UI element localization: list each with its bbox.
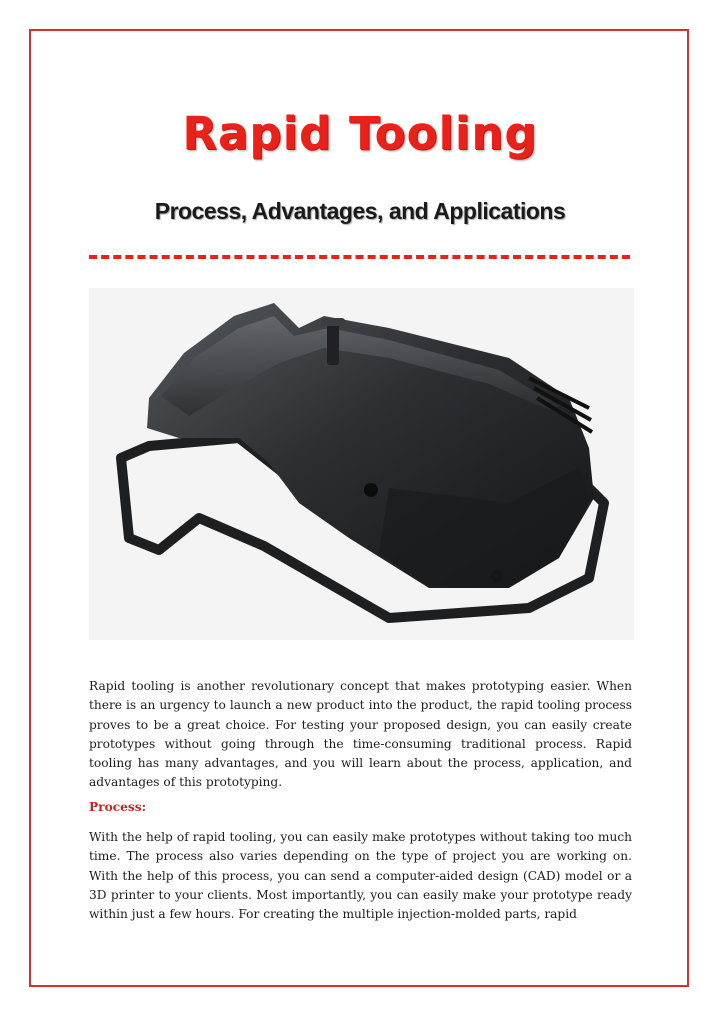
- document-subtitle: Process, Advantages, and Applications: [154, 198, 566, 224]
- intro-paragraph: Rapid tooling is another revolutionary concept that makes prototyping easier. When there is an urgency to launch a new product into the product, the rapid tooling process proves to be a great choice. For testing your proposed design, you can easily create prototypes without going through the time-consuming traditional process. Rapid tooling has many advantages, and you will learn about the process, application, and advantages of this prototyping.: [89, 679, 632, 790]
- dashed-divider: [89, 255, 630, 259]
- process-paragraph: With the help of rapid tooling, you can easily make prototypes without taking too much time. The process also varies depending on the type of project you are working on. With the help of this process, you can send a computer-aided design (CAD) model or a 3D printer to your clients. Most importantly, you can easily make your prototype ready within just a few hours. For creating the multiple injection-molded parts, rapid: [89, 830, 632, 922]
- process-heading: Process:: [89, 800, 147, 814]
- product-photo: [89, 288, 634, 640]
- document-title: Rapid Tooling: [182, 107, 538, 160]
